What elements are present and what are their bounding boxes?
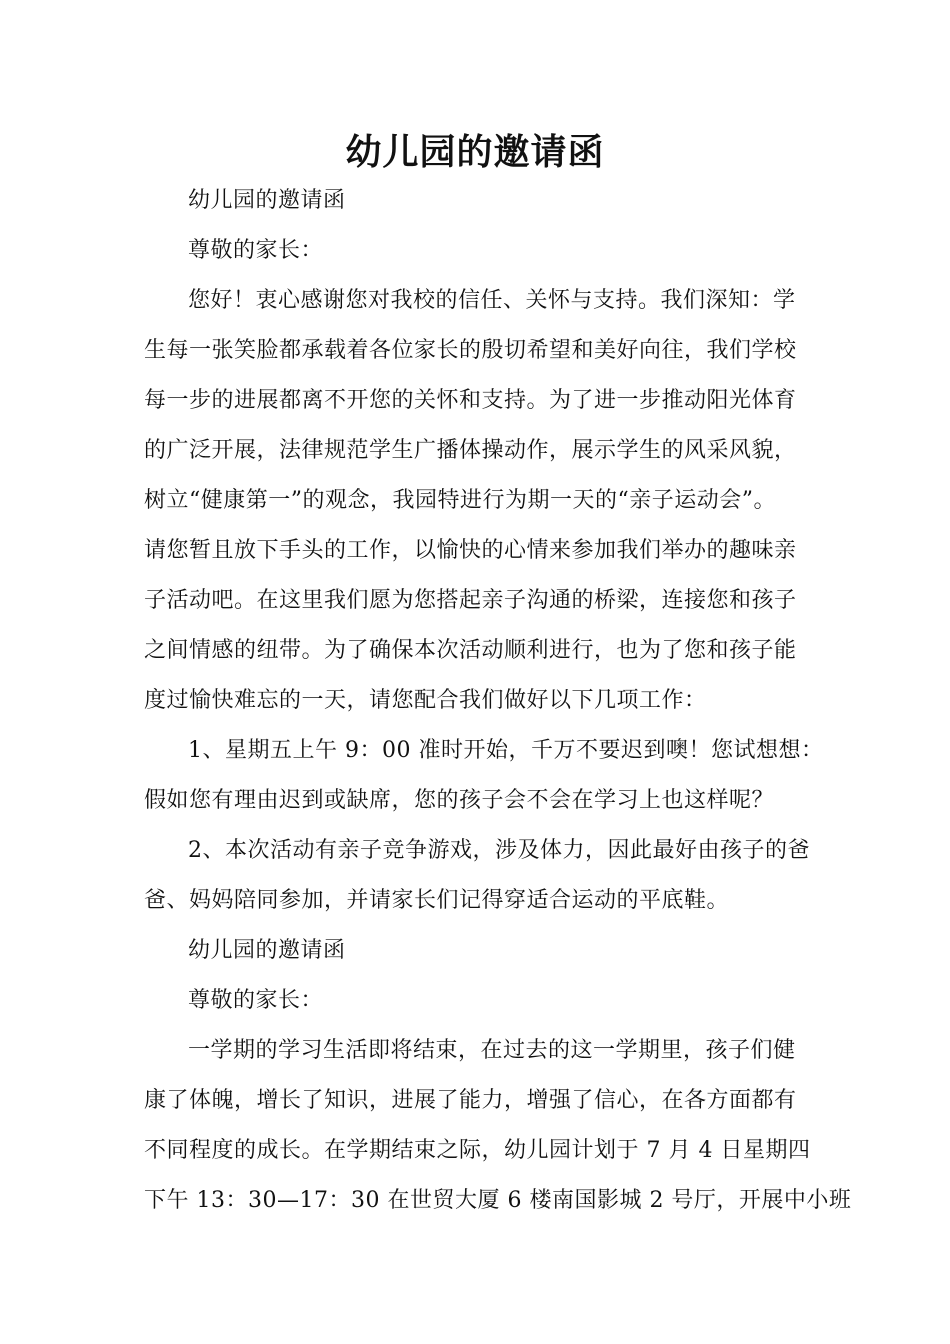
document-body	[144, 176, 852, 1226]
paragraph-line: 树立“健康第一”的观念，我园特进行为期一天的“亲子运动会”。	[144, 488, 776, 513]
paragraph-line: 生每一张笑脸都承载着各位家长的殷切希望和美好向往，我们学校	[144, 338, 797, 363]
paragraph-line: 的广泛开展，法律规范学生广播体操动作，展示学生的风采风貌，	[144, 438, 797, 463]
paragraph-first-line: 1、星期五上午 9：00 准时开始，千万不要迟到噢！您试想想：	[188, 738, 824, 763]
paragraph-first-line: 您好！衷心感谢您对我校的信任、关怀与支持。我们深知：学	[188, 288, 796, 313]
paragraph	[144, 726, 824, 826]
paragraph-line: 请您暂且放下手头的工作，以愉快的心情来参加我们举办的趣味亲	[144, 538, 797, 563]
paragraph-line: 子活动吧。在这里我们愿为您搭起亲子沟通的桥梁，连接您和孩子	[144, 588, 797, 613]
paragraph-first-line: 幼儿园的邀请函	[188, 188, 346, 213]
paragraph	[144, 1026, 852, 1226]
paragraph	[144, 826, 816, 926]
paragraph	[144, 926, 816, 976]
paragraph-first-line: 尊敬的家长：	[188, 988, 324, 1013]
paragraph	[144, 226, 816, 276]
paragraph-line: 每一步的进展都离不开您的关怀和支持。为了进一步推动阳光体育	[144, 388, 797, 413]
document-title: 幼儿园的邀请函	[345, 131, 605, 173]
paragraph	[144, 176, 816, 226]
paragraph-line: 下午 13：30—17：30 在世贸大厦 6 楼南国影城 2 号厅，开展中小班	[144, 1188, 852, 1213]
paragraph-first-line: 一学期的学习生活即将结束，在过去的这一学期里，孩子们健	[188, 1038, 796, 1063]
paragraph-line: 康了体魄，增长了知识，进展了能力，增强了信心，在各方面都有	[144, 1088, 797, 1113]
paragraph-line: 假如您有理由迟到或缺席，您的孩子会不会在学习上也这样呢？	[144, 788, 775, 813]
paragraph-line: 度过愉快难忘的一天，请您配合我们做好以下几项工作：	[144, 688, 707, 713]
paragraph-line: 爸、妈妈陪同参加，并请家长们记得穿适合运动的平底鞋。	[144, 888, 730, 913]
paragraph-first-line: 尊敬的家长：	[188, 238, 324, 263]
paragraph-line: 不同程度的成长。在学期结束之际，幼儿园计划于 7 月 4 日星期四	[144, 1138, 811, 1163]
paragraph	[144, 976, 816, 1026]
paragraph-line: 之间情感的纽带。为了确保本次活动顺利进行，也为了您和孩子能	[144, 638, 797, 663]
paragraph-first-line: 2、本次活动有亲子竞争游戏，涉及体力，因此最好由孩子的爸	[188, 838, 810, 863]
paragraph-first-line: 幼儿园的邀请函	[188, 938, 346, 963]
paragraph	[144, 276, 816, 726]
